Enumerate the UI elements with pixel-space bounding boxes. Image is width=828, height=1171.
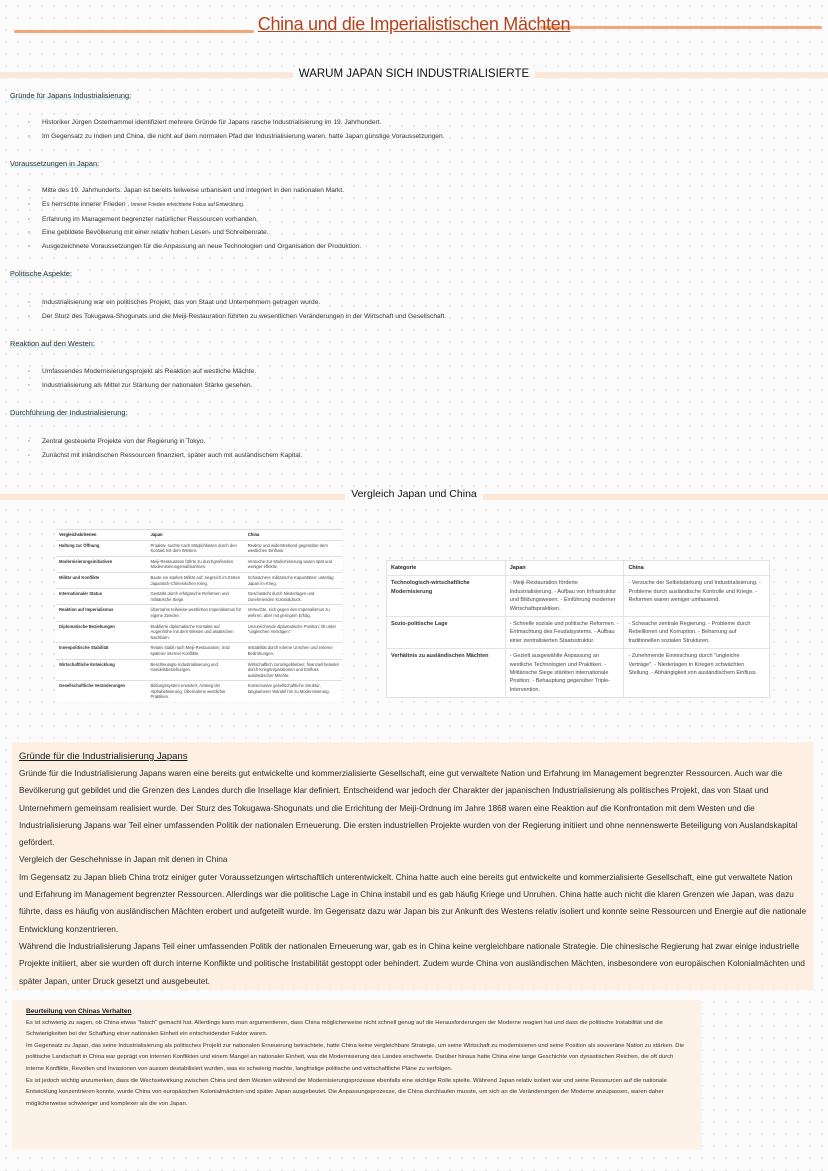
table-header-cell: Japan bbox=[148, 530, 245, 541]
table-cell: - Zunehmende Einmischung durch "ungleiche Verträge". - Niederlagen in Kriegen schwächten Stellung. - Abhängigkeit von ausländischem Einfluss. bbox=[624, 649, 770, 698]
table-cell: Internationaler Status bbox=[56, 589, 148, 605]
table-header-cell: China bbox=[624, 561, 770, 576]
bullet-list bbox=[28, 435, 302, 463]
list-item: · Historiker Jürgen Osterhammel identifiziert mehrere Gründe für Japans rasche Industrialisierung im 19. Jahrhundert. bbox=[28, 116, 444, 130]
table-cell: Gestärkt durch erfolgreiche Reformen und militärische Siege. bbox=[148, 589, 245, 605]
table-cell: Geschwächt durch Niederlagen und zunehmenden Kolonialdruck. bbox=[245, 589, 342, 605]
table-cell: - Versuche der Selbststärkung und Industrialisierung. - Probleme durch ausländische Kontrolle und Kriege. - Reformen waren weniger umfassend. bbox=[624, 576, 770, 617]
table-cell: Technologisch-wirtschaftliche Modernisierung bbox=[387, 576, 506, 617]
table-cell: - Schwache zentrale Regierung. - Probleme durch Rebellionen und Korruption. - Beharrung auf traditionellen sozialen Strukturen. bbox=[624, 617, 770, 649]
table-header-cell: Vergleichskriterien bbox=[56, 530, 148, 541]
table-header-row bbox=[56, 530, 342, 541]
bullet-list bbox=[28, 365, 256, 393]
table-row bbox=[56, 572, 342, 588]
list-item: · Industrialisierung war ein politisches Projekt, das von Staat und Unternehmern getragen wurde. bbox=[28, 296, 446, 310]
table-cell: Modernisierungsinitiativen bbox=[56, 556, 148, 572]
table-cell: Versuche zur Modernisierung waren spät und weniger effektiv. bbox=[245, 556, 342, 572]
table-row bbox=[56, 681, 342, 702]
table-cell: Beschleunigte Industrialisierung und Handelsbeziehungen. bbox=[148, 659, 245, 681]
comparison-title: Vergleich Japan und China bbox=[0, 488, 828, 500]
table-cell: Baute ein starkes Militär auf; siegreich im Ersten Japanisch-Chinesischen Krieg. bbox=[148, 572, 245, 588]
comparison-table-large bbox=[386, 560, 770, 698]
table-cell: Bildungssystem erweitert, Anstieg der Alphabetisierung, Übernahme westlicher Praktiken. bbox=[148, 681, 245, 702]
bullet-list bbox=[28, 296, 446, 324]
list-item: · Umfassendes Modernisierungsprojekt als Reaktion auf westliche Mächte. bbox=[28, 365, 256, 379]
list-item: · Erfahrung im Management begrenzter natürlicher Ressourcen vorhanden. bbox=[28, 213, 361, 227]
evaluation-heading: Beurteilung von Chinas Verhalten bbox=[26, 1008, 132, 1015]
table-cell: Übernahm teilweise westlichen Imperialismus für eigene Zwecke. bbox=[148, 605, 245, 621]
table-header-row bbox=[387, 561, 770, 576]
table-cell: Instabilität durch interne Unruhen und externe Bedrohungen. bbox=[245, 643, 342, 659]
essay-subheading: Vergleich der Geschehnisse in Japan mit denen in China bbox=[19, 854, 228, 865]
table-cell: - Schnelle soziale und politische Reformen. - Entmachtung des Feudalsystems. - Aufbau einer zentralisierten Staatsstruktur. bbox=[505, 617, 624, 649]
table-row bbox=[56, 659, 342, 681]
table-cell: Wirtschaftlich zurückgeblieben; finanziell belastet durch Kriegsreparationen und Einfluss ausländischer Mächte. bbox=[245, 659, 342, 681]
essay-heading: Gründe für die Industrialisierung Japans bbox=[19, 751, 188, 762]
table-cell: Sozio-politische Lage bbox=[387, 617, 506, 649]
essay-paragraph: Gründe für die Industrialisierung Japans waren eine bereits gut entwickelte und kommerzialisierte Gesellschaft, eine gut verwaltete Nation und Erfahrung im Management begrenzter Ressourcen. Auch war die Bevölkerung gut gebildet und die Grenzen des Landes durch die Insellage klar definiert. Entscheidend war jedoch der Charakter der japanischen Industrialisierung als politisches Projekt, das von Staat und Unternehmern gemeinsam realisiert wurde. Der Sturz des Tokugawa-Shogunats und die Errichtung der Meiji-Ordnung im Jahre 1868 waren eine Reaktion auf die Konfrontation mit dem Westen und die Industrialisierung Japans war Teil einer umfassenden Politik der nationalen Erneuerung. Die ersten industriellen Projekte wurden von der Regierung initiiert und ohne nennenswerte Beteiligung von Auslandskapital gefördert. bbox=[19, 768, 798, 848]
page-title: China und die Imperialistischen Mächten bbox=[257, 14, 571, 34]
table-row bbox=[56, 556, 342, 572]
table-row bbox=[387, 576, 770, 617]
evaluation-paragraph: Im Gegensatz zu Japan, das seine Industrialisierung als politisches Projekt zur nationalen Erneuerung betrachtete, hatte China keine vergleichbare Strategie, um seine Wirtschaft zu modernisieren und seine Position als souveräne Nation zu stärken. Die politische Landschaft in China war geprägt von internen Konflikten und einem Mangel an nationaler Einheit, was die Modernisierung des Landes erschwerte. Darüber hinaus hatte China eine lange Geschichte von dynastischen Reichen, die oft durch interne Konflikte, Revolten und Invasionen von aussen destabilisiert wurden, was es schwierig machte, langfristige politische und wirtschaftliche Pläne zu verfolgen. bbox=[26, 1042, 685, 1072]
table-cell: Schwächere militärische Kapazitäten; unterlag Japan im Krieg. bbox=[245, 572, 342, 588]
table-cell: - Gezielt ausgewählte Anpassung an westliche Technologien und Praktiken. - Militärische Siege stärkten internationale Position. - Behauptung gegenüber Triple-Intervention. bbox=[505, 649, 624, 698]
section-heading: Voraussetzungen in Japan: bbox=[10, 159, 100, 168]
table-row bbox=[56, 589, 342, 605]
table-cell: Meiji-Restauration führte zu durchgreifenden Modernisierungsmaßnahmen. bbox=[148, 556, 245, 572]
evaluation-paragraph: Es ist schwierig zu sagen, ob China etwas "falsch" gemacht hat. Allerdings kann man argumentieren, dass China möglicherweise nicht schnell genug auf die Herausforderungen der Moderne reagiert hat und dass die politische Instabilität und die Schwierigkeiten bei der Schaffung einer nationalen Einheit ein entscheidender Faktor waren. bbox=[26, 1019, 663, 1038]
table-row bbox=[387, 617, 770, 649]
section-heading: Durchführung der Industrialisierung: bbox=[10, 408, 128, 417]
table-cell: Relativ stabil nach Meiji-Restauration, trotz späterer interner Konflikte. bbox=[148, 643, 245, 659]
bullet-list bbox=[28, 184, 361, 254]
list-item: · Im Gegensatz zu Indien und China, die nicht auf dem normalen Pfad der Industrialisierung waren, hatte Japan günstige Voraussetzungen. bbox=[28, 130, 444, 144]
table-header-cell: Japan bbox=[505, 561, 624, 576]
table-cell: Unzureichende diplomatische Position; litt unter "ungleichen Verträgen". bbox=[245, 621, 342, 643]
table-cell: Konservative gesellschaftliche Struktur, langsamerer Wandel hin zu Modernisierung. bbox=[245, 681, 342, 702]
table-cell: Militär und Konflikte bbox=[56, 572, 148, 588]
table-cell: Reaktiv und widerstrebend gegenüber dem westlichen Einfluss. bbox=[245, 540, 342, 556]
list-item: · Ausgezeichnete Voraussetzungen für die Anpassung an neue Technologien und Organisation der Produktion. bbox=[28, 240, 361, 254]
evaluation-block bbox=[12, 1000, 702, 1150]
table-cell: Proaktiv, suchte nach Möglichkeiten durch den Kontakt mit dem Westen. bbox=[148, 540, 245, 556]
essay-paragraph: Im Gegensatz zu Japan blieb China trotz einiger guter Voraussetzungen wirtschaftlich unterentwickelt. China hatte auch eine bereits gut entwickelte und kommerzialisierte Gesellschaft, eine gut verwaltete Nation und Erfahrung im Management begrenzter Ressourcen. Allerdings war die politische Lage in China instabil und es gab häufig Kriege und Unruhen. China hatte auch nicht die klaren Grenzen wie Japan, was dazu führte, dass es häufig von ausländischen Mächten erobert und aufgeteilt wurde. Im Gegensatz dazu war Japan bis zur Ankunft des Westens relativ isoliert und konnte seine Ressourcen und Energie auf die nationale Entwicklung konzentrieren. bbox=[19, 871, 807, 934]
section-heading: Politische Aspekte: bbox=[10, 269, 73, 278]
list-item: · Es herrschte innerer Frieden . Innerer Frieden erleichterte Fokus auf Entwicklung. bbox=[28, 198, 361, 213]
list-item: · Industrialisierung als Mittel zur Stärkung der nationalen Stärke gesehen. bbox=[28, 379, 256, 393]
list-item: · Der Sturz des Tokugawa-Shogunats und die Meiji-Restauration führten zu wesentlichen Veränderungen in der Wirtschaft und Gesellschaft. bbox=[28, 310, 446, 324]
bullet-list bbox=[28, 116, 444, 144]
table-header-cell: Kategorie bbox=[387, 561, 506, 576]
table-cell: - Meiji-Restauration förderte Industrialisierung. - Aufbau von Infrastruktur und Bildungswesen. - Einführung moderner Wirtschaftspraktiken. bbox=[505, 576, 624, 617]
list-item: · Zunächst mit inländischen Ressourcen finanziert, später auch mit ausländischem Kapital. bbox=[28, 449, 302, 463]
list-item: · Zentral gesteuerte Projekte von der Regierung in Tokyo. bbox=[28, 435, 302, 449]
section-heading: Gründe für Japans Industrialisierung: bbox=[10, 91, 132, 100]
table-cell: Gesellschaftliche Veränderungen bbox=[56, 681, 148, 702]
table-row bbox=[56, 540, 342, 556]
table-header-cell: China bbox=[245, 530, 342, 541]
table-row bbox=[56, 605, 342, 621]
comparison-table-small bbox=[56, 529, 342, 702]
table-cell: Verhältnis zu ausländischen Mächten bbox=[387, 649, 506, 698]
essay-paragraph: Während die Industrialisierung Japans Teil einer umfassenden Politik der nationalen Erneuerung war, gab es in China keine vergleichbare nationale Strategie. Die chinesische Regierung hat zwar einige industrielle Projekte initiiert, aber sie wurden oft durch interne Konflikte und politische Instabilität gestoppt oder behindert. Zudem wurde China von ausländischen Mächten, insbesondere von europäischen Kolonialmächten und später Japan, unter Druck gesetzt und ausgebeutet. bbox=[19, 940, 805, 986]
section-heading: Reaktion auf den Westen: bbox=[10, 339, 95, 348]
table-cell: Diplomatische Beziehungen bbox=[56, 621, 148, 643]
evaluation-paragraph: Es ist jedoch wichtig anzumerken, dass die Wechselwirkung zwischen China und dem Westen während der Modernisierungsprozesse ebenfalls eine wichtige Rolle spielte. Während Japan relativ isoliert war und seine Ressourcen auf die nationale Entwicklung konzentrieren konnte, wurde China von europäischen Kolonialmächten und später Japan ausgebeutet. Die Anpassungsprozesse, die China durchlaufen musste, um sich an die Veränderungen der Moderne anzupassen, waren daher möglicherweise schwieriger und komplexer als die von Japan. bbox=[26, 1077, 667, 1107]
list-item: · Eine gebildete Bevölkerung mit einer relativ hohen Lesen- und Schreibenrate. bbox=[28, 226, 361, 240]
table-cell: Innenpolitische Stabilität bbox=[56, 643, 148, 659]
table-row bbox=[387, 649, 770, 698]
table-row bbox=[56, 621, 342, 643]
table-cell: Haltung zur Öffnung bbox=[56, 540, 148, 556]
table-cell: Etablierte diplomatische Kontakte auf Augenhöhe mit dem Westen und asiatischen Nachbarn. bbox=[148, 621, 245, 643]
essay-block bbox=[12, 742, 814, 990]
table-cell: Versuchte, sich gegen den Imperialismus zu wehren, aber mit geringem Erfolg. bbox=[245, 605, 342, 621]
table-cell: Reaktion auf Imperialismus bbox=[56, 605, 148, 621]
table-row bbox=[56, 643, 342, 659]
table-cell: Wirtschaftliche Entwicklung bbox=[56, 659, 148, 681]
bullet-note: Innerer Frieden erleichterte Fokus auf Entwicklung. bbox=[131, 201, 245, 208]
list-item: · Mitte des 19. Jahrhunderts: Japan ist bereits teilweise urbanisiert und integriert in den nationalen Markt. bbox=[28, 184, 361, 198]
section-subtitle: WARUM JAPAN SICH INDUSTRIALISIERTE bbox=[0, 68, 828, 80]
